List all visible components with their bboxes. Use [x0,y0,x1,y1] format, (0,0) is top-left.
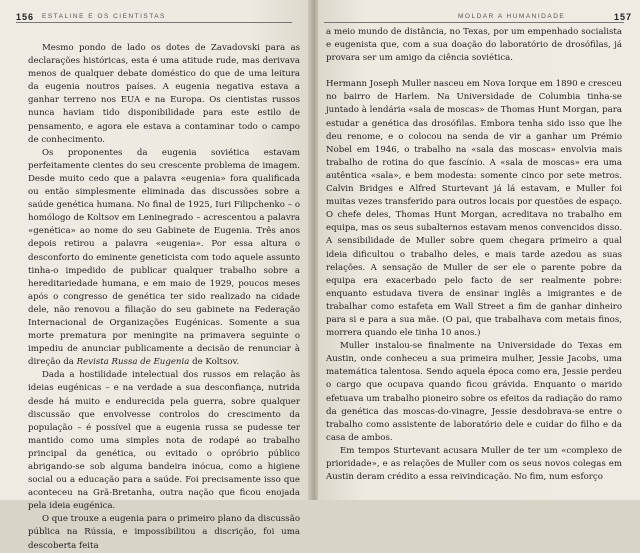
right-page-header [318,12,640,26]
left-page [0,0,312,551]
paragraph-text-end: de Koltsov. [189,357,240,368]
paragraph: Mesmo pondo de lado os dotes de Zavadovski para as declarações históricas, esta é uma atitude rude, mas derivava menos de qualquer debate doméstico do que de uma leitura da eugenia noutros países. A eugenia negativa estava a ganhar terreno nos EUA e na Europa. Os cientistas russos nunca haviam tido disponibilidade para este estilo de pensamento, e agora ele estava a contaminar todo o campo de conhecimento. [28,43,300,145]
header-rule [16,22,292,23]
page-number: 156 [16,12,35,22]
right-page [318,0,640,500]
paragraph-text: Os proponentes da eugenia soviética estavam perfeitamente cientes do seu crescente problema de imagem. Desde muito cedo que a palavra «eugenia» fora qualificada ou então simplesmente eliminada das discussões sobre a saúde genética humana. No final de 1925, Iuri Filipchenko – o homólogo de Koltsov em Leninegrado – acrescentou a palavra «genética» ao nome do seu Gabinete de Eugenia. Três anos depois retirou a palavra «eugenia». Por essa altura o desconforto do eminente geneticista com todo aquele assunto tinha-o impedido de publicar qualquer trabalho sobre a hereditariedade humana, e em maio de 1929, poucos meses após o congresso de genética ter sido realizado na cidade dele, não renovou a filiação do seu gabinete na Federação Internacional de Organizações Eugénicas. Somente a sua morte prematura por meningite na primavera seguinte o impediu de anunciar publicamente a decisão de renunciar à direção da [28,147,300,368]
paragraph: Muller instalou-se finalmente na Universidade do Texas em Austin, onde conheceu a sua primeira mulher, Jessie Jacobs, uma matemática talentosa. Sendo aquela época como era, Jessie perdeu o cargo que ocupava quando ficou grávida. Enquanto o marido efetuava um trabalho pioneiro sobre os efeitos da radiação do ramo da genética das moscas-do-vinagre, Jessie desdobrava-se entre o trabalho como assistente de laboratório dele e cuidar do filho e da casa de ambos. [326,341,622,443]
running-head: MOLDAR A HUMANIDADE [458,13,566,20]
left-page-header [16,12,328,26]
right-page-body [326,26,622,484]
journal-title: Revista Russa de Eugenia [76,357,190,368]
header-rule [324,22,624,23]
paragraph: Dada a hostilidade intelectual dos russos em relação às ideias eugénicas – e na verdade a sua desconfiança, nutrida desde há muito e endurecida pela guerra, sobre qualquer discussão que envolvesse controlos do crescimento da população – é possível que a eugenia russa se pudesse ter mantido como uma simples nota de rodapé ao trabalho principal da genética, ou evitado o opróbrio público abrigando-se sob alguma bandeira inócua, como a higiene social ou a educação para a saúde. Foi precisamente isso que aconteceu na Grã-Bretanha, outra nação que ficou enojada pela ideia eugénica. [28,370,300,512]
page-number: 157 [614,12,633,22]
running-head: ESTALINE E OS CIENTISTAS [42,13,166,20]
left-page-body [28,42,300,553]
paragraph: Em tempos Sturtevant acusara Muller de ter um «complexo de prioridade», e as relações de Muller com os seus novos colegas em Austin deram crédito a essa reivindicação. No fim, num esforço [326,445,622,483]
paragraph [28,147,300,370]
paragraph: a meio mundo de distância, no Texas, por um empenhado socialista e eugenista que, com a sua doação do laboratório de drosófilas, já provara ser um amigo da ciência soviética. [326,27,622,64]
paragraph: O que trouxe a eugenia para o primeiro plano da discussão pública na Rússia, e impossibilitou a discrição, foi uma descoberta feita [28,514,300,551]
paragraph: Hermann Joseph Muller nasceu em Nova Iorque em 1890 e cresceu no bairro de Harlem. Na Universidade de Columbia tinha-se juntado à lendária «sala de moscas» de Thomas Hunt Morgan, para estudar a genética das drosófilas. Embora tenha sido isso que lhe deu renome, e o colocou na senda de vir a ganhar um Prémio Nobel em 1946, o trabalho na «sala das moscas» envolvia mais trabalho de rotina do que fascínio. A «sala de moscas» era uma autêntica «sala», e bem modesta: somente cinco por sete metros. Calvin Bridges e Alfred Sturtevant já lá estavam, e Muller foi muitas vezes transferido para outros locais por questões de espaço. O chefe deles, Thomas Hunt Morgan, acreditava no trabalho em equipa, mas os seus subalternos estavam menos convencidos disso. A sensibilidade de Muller sobre quem chegara primeiro a qual ideia dificultou o trabalho deles, e mais tarde azedou as suas relações. A sensação de Muller de ser ele o parente pobre da equipa era exacerbado pelo facto de ser realmente pobre: enquanto estudava tivera de ensinar inglês a imigrantes e de trabalhar como estafeta em Wall Street a fim de ganhar dinheiro para si e para a sua mãe. (O pai, que trabalhava com metais finos, morrera quando ele tinha 10 anos.) [326,79,622,339]
